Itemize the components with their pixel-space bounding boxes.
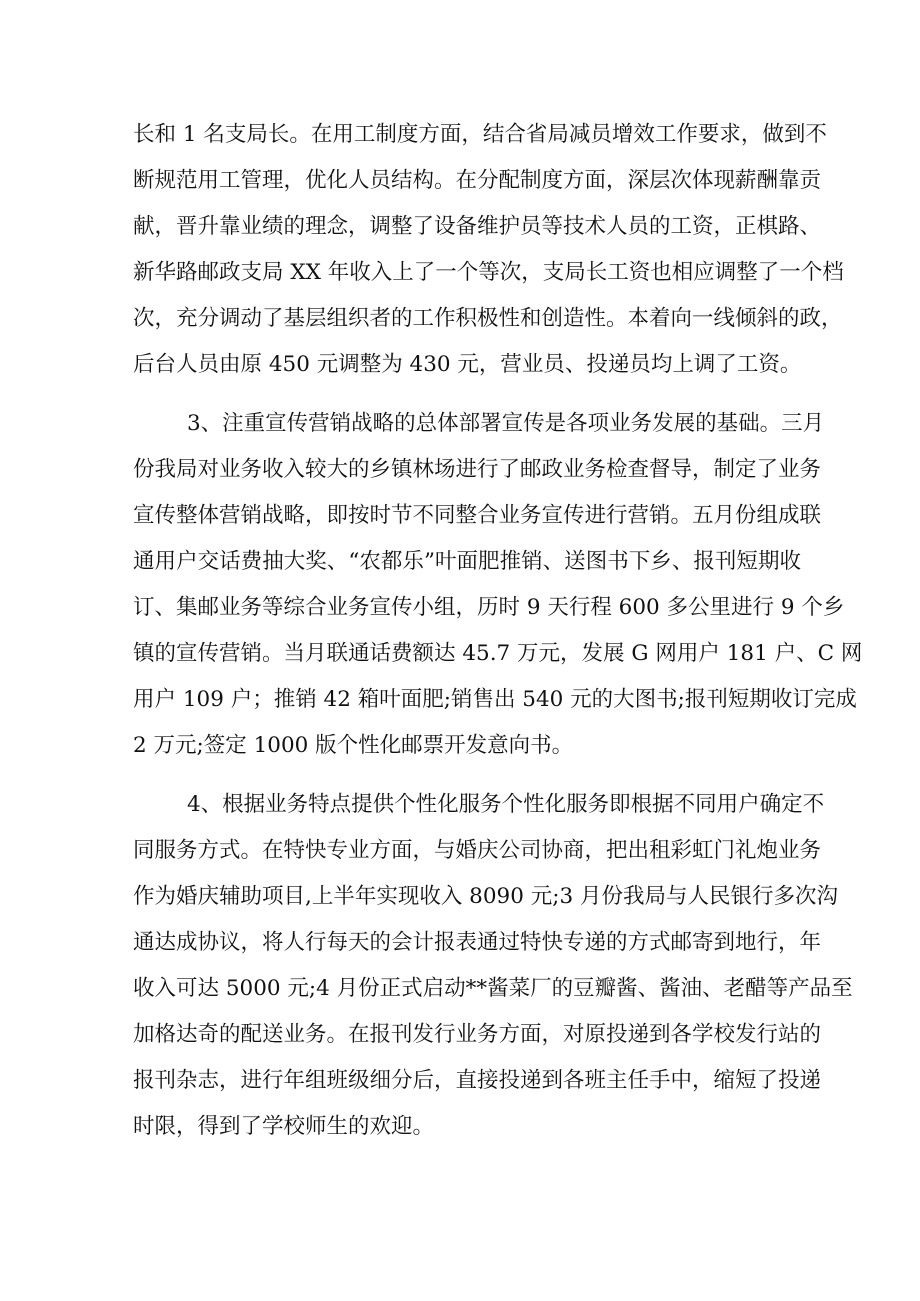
text-line: 加格达奇的配送业务。在报刊发行业务方面，对原投递到各学校发行站的 bbox=[133, 1022, 822, 1047]
paragraph-1 bbox=[133, 112, 844, 388]
text-line: 同服务方式。在特快专业方面，与婚庆公司协商，把出租彩虹门礼炮业务 bbox=[133, 838, 822, 863]
text-line: 新华路邮政支局 XX 年收入上了一个等次，支局长工资也相应调整了一个档 bbox=[133, 260, 844, 285]
text-line: 宣传整体营销战略，即按时节不同整合业务宣传进行营销。五月份组成联 bbox=[133, 503, 822, 528]
text-line: 通达成协议，将人行每天的会计报表通过特快专递的方式邮寄到地行，年 bbox=[133, 930, 822, 955]
paragraph-gap bbox=[133, 388, 801, 401]
text-line: 报刊杂志，进行年组班级细分后，直接投递到各班主任手中，缩短了投递 bbox=[133, 1068, 822, 1093]
text-line: 用户 109 户；推销 42 箱叶面肥;销售出 540 元的大图书;报刊短期收订完成 bbox=[133, 687, 857, 712]
paragraph-3 bbox=[133, 782, 853, 1150]
text-line: 作为婚庆辅助项目,上半年实现收入 8090 元;3 月份我局与人民银行多次沟 bbox=[133, 884, 838, 909]
document-body bbox=[133, 112, 863, 1150]
text-line: 长和 1 名支局长。在用工制度方面，结合省局减员增效工作要求，做到不 bbox=[133, 122, 827, 147]
text-line: 后台人员由原 450 元调整为 430 元，营业员、投递员均上调了工资。 bbox=[133, 352, 802, 377]
text-line: 镇的宣传营销。当月联通话费额达 45.7 万元，发展 G 网用户 181 户、C 网 bbox=[133, 641, 863, 666]
text-line: 收入可达 5000 元;4 月份正式启动**酱菜厂的豆瓣酱、酱油、老醋等产品至 bbox=[133, 976, 853, 1001]
text-line: 时限，得到了学校师生的欢迎。 bbox=[133, 1114, 435, 1139]
text-line: 断规范用工管理，优化人员结构。在分配制度方面，深层次体现薪酬靠贡 bbox=[133, 168, 822, 193]
text-line: 2 万元;签定 1000 版个性化邮票开发意向书。 bbox=[133, 733, 574, 758]
paragraph-2 bbox=[133, 401, 863, 769]
text-line: 4、根据业务特点提供个性化服务个性化服务即根据不同用户确定不 bbox=[187, 792, 825, 817]
text-line: 3、注重宣传营销战略的总体部署宣传是各项业务发展的基础。三月 bbox=[187, 411, 825, 436]
text-line: 次，充分调动了基层组织者的工作积极性和创造性。本着向一线倾斜的政， bbox=[133, 306, 843, 331]
paragraph-gap bbox=[133, 769, 801, 782]
text-line: 份我局对业务收入较大的乡镇林场进行了邮政业务检查督导，制定了业务 bbox=[133, 457, 822, 482]
text-line: 订、集邮业务等综合业务宣传小组，历时 9 天行程 600 多公里进行 9 个乡 bbox=[133, 595, 845, 620]
text-line: 通用户交话费抽大奖、“农都乐”叶面肥推销、送图书下乡、报刊短期收 bbox=[133, 549, 801, 574]
text-line: 献，晋升靠业绩的理念，调整了设备维护员等技术人员的工资，正棋路、 bbox=[133, 214, 822, 239]
